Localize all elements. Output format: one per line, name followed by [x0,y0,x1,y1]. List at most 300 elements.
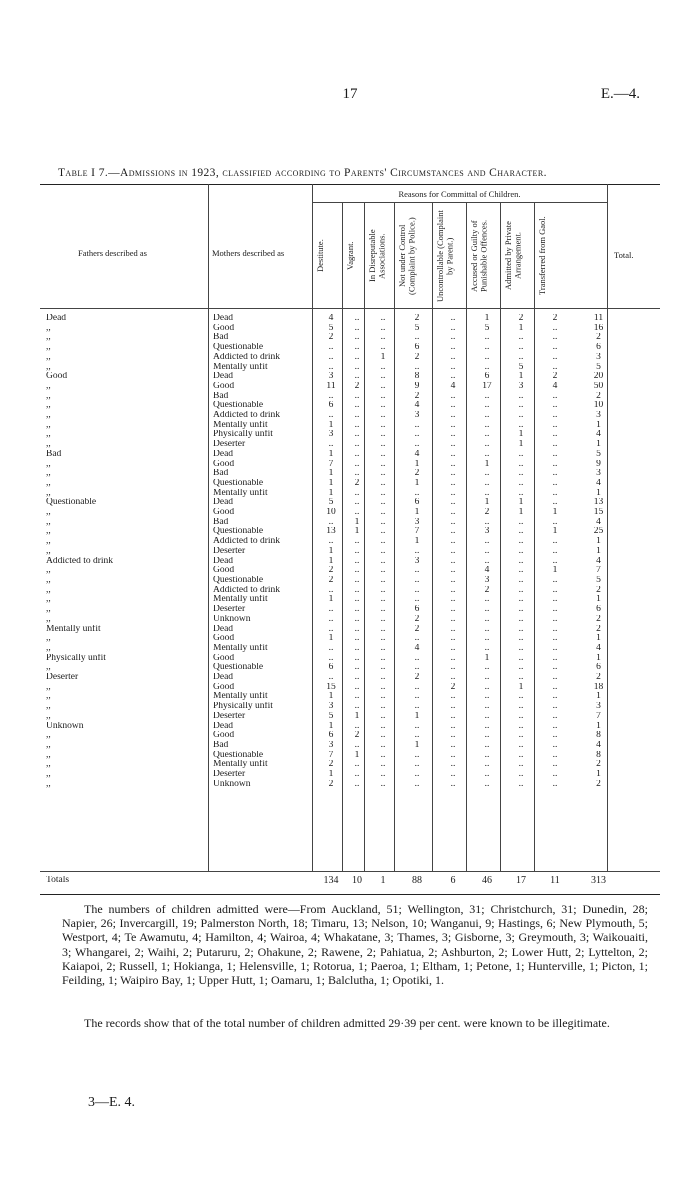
count-cell: 4 [328,314,334,323]
count-cell: .. [552,411,558,421]
count-cell: 3 [484,527,490,537]
count-cell: 9 [414,381,420,391]
table-row [40,595,625,605]
father-cell: Deserter [46,673,79,683]
count-cell: .. [328,517,334,527]
table-row [40,586,625,596]
mother-cell: Bad [213,740,229,750]
reason-column-header: Vagrant. [345,241,355,271]
count-cell: .. [354,653,360,663]
father-cell: ,, [46,488,51,498]
mother-cell: Good [213,566,235,576]
count-cell: .. [552,634,558,644]
count-cell: 4 [414,643,420,653]
table-row [40,314,625,324]
header-bottom-rule [40,308,660,309]
count-cell: .. [414,731,420,741]
count-cell: 2 [328,760,334,770]
mother-cell: Questionable [213,343,264,353]
table-row [40,324,625,334]
father-cell: ,, [46,711,51,721]
count-cell: .. [450,430,456,440]
count-cell: .. [354,391,360,401]
father-cell: ,, [46,440,51,450]
mother-cell: Unknown [213,614,251,624]
count-cell: .. [354,508,360,518]
count-cell: .. [354,352,360,362]
count-cell: .. [450,711,456,721]
count-cell: .. [380,498,386,508]
count-cell: .. [450,323,456,333]
count-cell: 1 [518,508,524,518]
count-cell: .. [328,605,334,615]
count-cell: 3 [414,556,420,566]
count-cell: .. [380,740,386,750]
count-cell: .. [380,459,386,469]
table-row [40,353,625,363]
count-cell: 1 [552,527,558,537]
count-cell: 2 [552,372,558,382]
total-cell: 2 [596,624,601,634]
count-cell: .. [354,740,360,750]
count-cell: .. [518,702,524,712]
count-cell: 2 [518,314,524,323]
count-cell: .. [450,721,456,731]
count-cell: .. [450,750,456,760]
total-cell: 13 [593,498,604,508]
count-cell: .. [552,488,558,498]
table-row [40,401,625,411]
count-cell: .. [450,343,456,353]
count-cell: .. [414,333,420,343]
count-cell: 1 [328,449,334,459]
table-row [40,692,625,702]
count-cell: 8 [414,372,420,382]
count-cell: 1 [414,740,420,750]
count-cell: .. [414,488,420,498]
count-cell: .. [518,420,524,430]
page-number: 17 [342,86,358,102]
count-cell: .. [518,643,524,653]
count-cell: 5 [518,362,524,372]
table-row [40,625,625,635]
father-cell: ,, [46,430,51,440]
count-cell: .. [450,731,456,741]
count-cell: .. [414,575,420,585]
count-cell: 1 [328,770,334,780]
count-cell: .. [518,459,524,469]
count-cell: .. [484,391,490,401]
totals-rule [40,871,660,872]
count-cell: 1 [552,566,558,576]
count-cell: .. [450,692,456,702]
count-cell: 1 [328,546,334,556]
total-cell: 16 [593,323,604,333]
count-cell: .. [552,605,558,615]
count-cell: .. [380,537,386,547]
count-cell: .. [484,333,490,343]
count-cell: .. [450,760,456,770]
count-cell: .. [450,449,456,459]
count-cell: 6 [414,498,420,508]
father-cell: Mentally unfit [46,624,101,634]
count-cell: .. [552,575,558,585]
count-cell: .. [450,440,456,450]
count-cell: .. [450,333,456,343]
count-cell: .. [380,692,386,702]
count-cell: .. [414,585,420,595]
total-cell: 3 [596,411,601,421]
father-cell: ,, [46,508,51,518]
count-cell: .. [484,362,490,372]
count-cell: .. [450,566,456,576]
mother-cell: Mentally unfit [213,362,268,372]
table-caption: Table I 7.—Admissions in 1923, classified according to Parents' Circumstances and Character. [58,167,547,179]
count-cell: 2 [450,682,456,692]
table-row [40,731,625,741]
total-cell: 7 [596,566,601,576]
father-cell: ,, [46,575,51,585]
count-cell: .. [328,653,334,663]
count-cell: 10 [326,508,336,518]
count-cell: .. [552,770,558,780]
count-cell: 1 [518,440,524,450]
totals-row [40,876,625,886]
count-cell: .. [380,770,386,780]
count-cell: .. [354,721,360,731]
count-cell: .. [552,352,558,362]
count-cell: 1 [518,323,524,333]
count-cell: .. [414,721,420,731]
count-cell: .. [518,634,524,644]
count-cell: .. [552,333,558,343]
father-cell: ,, [46,634,51,644]
count-cell: 1 [484,459,490,469]
count-cell: .. [380,779,386,789]
mother-cell: Deserter [213,711,246,721]
count-cell: 4 [414,449,420,459]
mother-cell: Good [213,323,235,333]
count-cell: .. [552,498,558,508]
count-cell: .. [354,420,360,430]
mother-cell: Bad [213,333,229,343]
count-cell: .. [484,750,490,760]
count-cell: 1 [414,537,420,547]
total-cell: 5 [596,362,601,372]
count-cell: 5 [414,323,420,333]
count-cell: .. [484,537,490,547]
total-count-cell: 134 [323,876,339,886]
count-cell: .. [380,585,386,595]
count-cell: 2 [552,314,558,323]
mother-cell: Questionable [213,750,264,760]
count-cell: .. [552,469,558,479]
count-cell: .. [518,449,524,459]
father-cell: ,, [46,750,51,760]
count-cell: .. [552,614,558,624]
count-cell: .. [450,770,456,780]
table-row [40,469,625,479]
reasons-rule [312,202,607,203]
table-top-rule [40,184,660,185]
count-cell: .. [450,673,456,683]
mother-cell: Mentally unfit [213,420,268,430]
table-row [40,566,625,576]
count-cell: .. [450,605,456,615]
mother-cell: Deserter [213,546,246,556]
count-cell: .. [518,595,524,605]
father-cell: ,, [46,391,51,401]
mother-cell: Good [213,731,235,741]
count-cell: .. [518,740,524,750]
count-cell: .. [380,430,386,440]
count-cell: .. [552,740,558,750]
count-cell: .. [414,779,420,789]
count-cell: 7 [328,750,334,760]
mother-cell: Mentally unfit [213,488,268,498]
count-cell: .. [450,488,456,498]
count-cell: .. [518,624,524,634]
mother-cell: Dead [213,721,234,731]
mother-cell: Deserter [213,770,246,780]
count-cell: 11 [326,381,336,391]
father-cell: ,, [46,381,51,391]
count-cell: .. [450,459,456,469]
count-cell: .. [518,605,524,615]
count-cell: .. [450,469,456,479]
count-cell: 1 [484,653,490,663]
count-cell: .. [354,614,360,624]
count-cell: .. [380,440,386,450]
count-cell: .. [552,401,558,411]
father-cell: ,, [46,692,51,702]
father-cell: ,, [46,478,51,488]
father-cell: ,, [46,411,51,421]
count-cell: .. [552,517,558,527]
count-cell: .. [354,401,360,411]
father-cell: Physically unfit [46,653,106,663]
count-cell: 1 [414,478,420,488]
total-cell: 15 [593,508,604,518]
count-cell: 1 [328,488,334,498]
count-cell: .. [552,323,558,333]
count-cell: 3 [414,517,420,527]
count-cell: .. [450,624,456,634]
father-cell: ,, [46,333,51,343]
total-cell: 5 [596,575,601,585]
father-cell: ,, [46,352,51,362]
totals-label: Totals [46,876,70,885]
count-cell: .. [380,556,386,566]
mother-cell: Deserter [213,440,246,450]
total-cell: 11 [593,314,604,323]
count-cell: .. [552,760,558,770]
reason-column-header: Transferred from Gaol. [537,216,547,296]
count-cell: 3 [328,430,334,440]
table-row [40,634,625,644]
mother-cell: Addicted to drink [213,352,281,362]
count-cell: .. [414,440,420,450]
count-cell: .. [484,634,490,644]
mother-cell: Questionable [213,527,264,537]
count-cell: .. [354,663,360,673]
table-bottom-rule [40,894,660,895]
count-cell: .. [414,595,420,605]
mother-cell: Good [213,381,235,391]
count-cell: .. [380,546,386,556]
count-cell: .. [484,517,490,527]
count-cell: 2 [484,585,490,595]
count-cell: .. [450,517,456,527]
count-cell: .. [354,779,360,789]
count-cell: .. [354,634,360,644]
count-cell: .. [484,440,490,450]
father-cell: ,, [46,595,51,605]
count-cell: .. [450,391,456,401]
count-cell: .. [380,653,386,663]
count-cell: .. [552,556,558,566]
count-cell: .. [450,556,456,566]
count-cell: .. [450,401,456,411]
count-cell: .. [354,430,360,440]
father-cell: Addicted to drink [46,556,114,566]
count-cell: .. [354,643,360,653]
count-cell: .. [552,362,558,372]
count-cell: .. [552,779,558,789]
count-cell: 6 [328,401,334,411]
total-cell: 18 [593,682,604,692]
count-cell: .. [484,469,490,479]
count-cell: .. [518,391,524,401]
count-cell: .. [552,478,558,488]
count-cell: 15 [326,682,336,692]
count-cell: .. [380,711,386,721]
count-cell: .. [450,411,456,421]
count-cell: .. [518,517,524,527]
count-cell: .. [518,585,524,595]
count-cell: .. [380,449,386,459]
count-cell: .. [484,343,490,353]
count-cell: 2 [414,624,420,634]
count-cell: 7 [414,527,420,537]
mother-cell: Dead [213,314,234,323]
father-cell: Bad [46,449,62,459]
count-cell: .. [380,333,386,343]
count-cell: 1 [354,517,360,527]
count-cell: .. [518,527,524,537]
count-cell: 1 [518,682,524,692]
count-cell: .. [518,653,524,663]
count-cell: .. [328,537,334,547]
total-cell: 8 [596,750,601,760]
table-row [40,421,625,431]
count-cell: 1 [354,527,360,537]
count-cell: 17 [482,381,492,391]
table-row [40,450,625,460]
father-cell: ,, [46,459,51,469]
count-cell: .. [552,420,558,430]
mother-cell: Questionable [213,401,264,411]
father-cell: ,, [46,702,51,712]
table-row [40,663,625,673]
table-row [40,712,625,722]
count-cell: .. [380,508,386,518]
count-cell: .. [484,478,490,488]
count-cell: .. [450,643,456,653]
table-row [40,460,625,470]
mother-cell: Dead [213,673,234,683]
table-row [40,440,625,450]
count-cell: .. [552,537,558,547]
mother-cell: Addicted to drink [213,411,281,421]
total-cell: 3 [596,702,601,712]
total-count-cell: 17 [516,876,526,886]
count-cell: .. [354,362,360,372]
table-row [40,411,625,421]
total-cell: 6 [596,663,601,673]
count-cell: 3 [328,740,334,750]
count-cell: .. [518,692,524,702]
count-cell: .. [380,362,386,372]
count-cell: 1 [354,711,360,721]
reason-column-header: Not under Control (Complaint by Police.) [397,217,417,295]
count-cell: .. [354,333,360,343]
count-cell: 2 [414,673,420,683]
count-cell: .. [450,740,456,750]
total-column-header: Total. [614,250,634,260]
count-cell: 1 [328,478,334,488]
count-cell: .. [484,624,490,634]
total-cell: 2 [596,779,601,789]
total-cell: 4 [596,556,601,566]
table-row [40,343,625,353]
count-cell: .. [380,702,386,712]
count-cell: .. [380,488,386,498]
count-cell: .. [380,401,386,411]
total-cell: 4 [596,517,601,527]
count-cell: .. [450,372,456,382]
count-cell: .. [450,614,456,624]
count-cell: .. [518,760,524,770]
count-cell: 6 [328,663,334,673]
count-cell: 1 [552,508,558,518]
count-cell: .. [414,362,420,372]
count-cell: 3 [414,411,420,421]
count-cell: .. [450,546,456,556]
count-cell: .. [328,352,334,362]
mother-cell: Mentally unfit [213,595,268,605]
count-cell: .. [552,343,558,353]
count-cell: 1 [328,556,334,566]
count-cell: .. [518,750,524,760]
count-cell: 6 [414,605,420,615]
table-row [40,654,625,664]
count-cell: .. [518,469,524,479]
mother-cell: Deserter [213,605,246,615]
count-cell: .. [518,352,524,362]
father-cell: ,, [46,779,51,789]
count-cell: 4 [450,381,456,391]
count-cell: .. [518,614,524,624]
father-cell: Good [46,372,68,382]
count-cell: 7 [328,459,334,469]
total-cell: 25 [593,527,604,537]
count-cell: 1 [328,420,334,430]
count-cell: .. [380,595,386,605]
count-cell: .. [380,566,386,576]
total-cell: 1 [596,595,601,605]
count-cell: 5 [484,323,490,333]
